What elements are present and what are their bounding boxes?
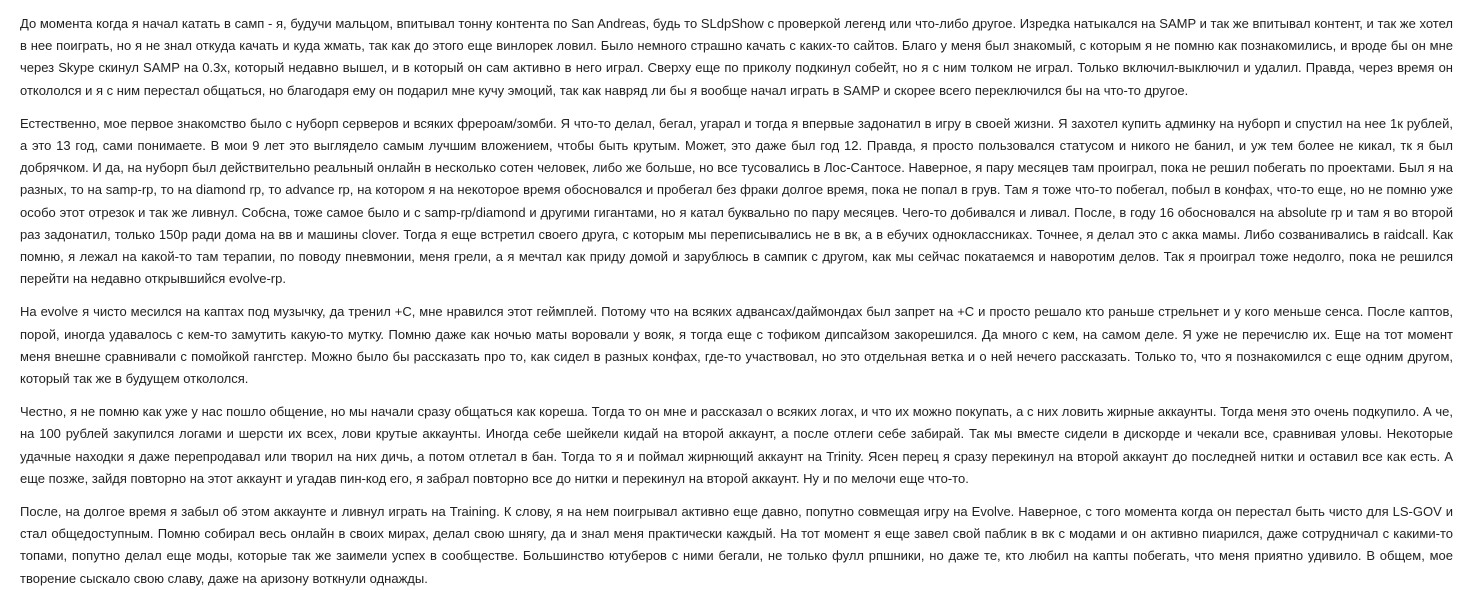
paragraph-evolve: На evolve я чисто месился на каптах под музычку, да тренил +С, мне нравился этот геймплей. Потому что на всяких адвансах/даймондах был запрет на +С и просто решало кто раньше стрельнет и у кого меньше сенса. После каптов, порой, иногда удавалось с кем-то замутить какую-то мутку. Помню даже как ночью маты воровали у вояк, я тогда еще с тофиком дипсайзом закорешился. Да много с кем, на самом деле. Я уже не перечислю их. Еще на тот момент меня внешне сравнивали с помойкой гангстер. Можно было бы рассказать про то, как сидел в разных конфах, где-то участвовал, но это отдельная ветка и о ней нечего рассказать. Только то, что я познакомился с еще одним другом, который так же в будущем откололся. — [20, 304, 1453, 387]
paragraph-first-servers: Естественно, мое первое знакомство было с нуборп серверов и всяких фрероам/зомби. Я что-то делал, бегал, угарал и тогда я впервые задонатил в игру в своей жизни. Я захотел купить админку на нуборп и спустил на нее 1к рублей, а это 13 год, сами понимаете. В мои 9 лет это выглядело самым лучшим вложением, чтобы быть крутым. Может, это даже был год 12. Правда, я просто пользовался статусом и никого не банил, и уж тем более не кикал, тк я был добрячком. И да, на нуборп был действительно реальный онлайн в несколько сотен человек, либо же больше, но все тусовались в Лос-Сантосе. Наверное, я пару месяцев там проиграл, пока не решил побегать по проектами. Был я на разных, то на samp-rp, то на diamond rp, то advance rp, на котором я на некоторое время обосновался и пробегал без фраки долгое время, пока не попал в грув. Там я тоже что-то побегал, побыл в конфах, что-то еще, но не помню уже особо этот отрезок и так же ливнул. Собсна, тоже самое было и с samp-rp/diamond и другими гигантами, но я катал буквально по пару месяцев. Чего-то добивался и ливал. После, в году 16 обосновался на absolute rp и там я во второй раз задонатил, только 150р ради дома на вв и машины clover. Тогда я еще встретил своего друга, с которым мы переписывались не в вк, а в ебучих одноклассниках. Точнее, я делал это с акка мамы. Либо созванивались в raidcall. Как помню, я лежал на какой-то там терапии, по поводу пневмонии, меня грели, а я мечтал как приду домой и зарублюсь в сампик с другом, как мы сейчас покатаемся и наворотим делов. Так я проиграл тоже недолго, пока не решился перейти на недавно открывшийся evolve-rp. — [20, 115, 1453, 287]
paragraph-training: После, на долгое время я забыл об этом аккаунте и ливнул играть на Training. К слову, я на нем поигрывал активно еще давно, попутно совмещая игру на Evolve. Наверное, с того момента когда он перестал быть чисто для LS-GOV и стал общедоступным. Помню собирал весь онлайн в своих мирах, делал свою шнягу, да и знал меня практически каждый. На тот момент я еще завел свой паблик в вк с модами и он активно пиарился, даже сотрудничал с какими-то топами, попутно делал еще моды, которые так же заимели успех в сообществе. Большинство ютуберов с ними бегали, не только фулл рпшники, но даже те, кто любил на капты побегать, что меня приятно удивило. В общем, мое творение сыскало свою славу, даже на аризону воткнули однажды. — [20, 504, 1453, 586]
paragraph-logs: Честно, я не помню как уже у нас пошло общение, но мы начали сразу общаться как кореша. Тогда то он мне и рассказал о всяких логах, и что их можно покупать, а с них ловить жирные аккаунты. Тогда меня это очень подкупило. А че, на 100 рублей закупился логами и шерсти их всех, лови крутые аккаунты. Иногда себе шейкели кидай на второй аккаунт, а после отлеги себе забирай. Так мы вместе сидели в дискорде и чекали все, сравнивая уловы. Некоторые удачные находки я даже перепродавал или творил на них дичь, а потом отлетал в бан. Тогда то я и поймал жирнющий аккаунт на Trinity. Ясен перец я сразу перекинул на второй аккаунт до последней нитки и оставил все как есть. А еще позже, зайдя повторно на этот аккаунт и угадав пин-код его, я забрал повторно все до нитки и перекинул на второй аккаунт. Ну и по мелочи еще что-то. — [20, 404, 1453, 486]
paragraph-sa-intro: До момента когда я начал катать в самп - я, будучи мальцом, впитывал тонну контента по San Andreas, будь то SLdpShow с проверкой легенд или что-либо другое. Изредка натыкался на SAMP и так же впитывал контент, и так же хотел в нее поиграть, но я не знал откуда качать и куда жмать, так как до этого еще винлорек ловил. Было немного страшно качать с каких-то сайтов. Благо у меня был знакомый, с которым я не помню как познакомились, и вроде бы он мне через Skype скинул SAMP на 0.3x, который недавно вышел, и в который он сам активно в него играл. Сверху еще по приколу подкинул собейт, но я с ним толком не играл. Только включил-выключил и удалил. Правда, через время он откололся и я с ним перестал общаться, но благодаря ему он подарил мне кучу эмоций, так как навряд ли бы я вообще начал играть в SAMP и скорее всего переключился бы на что-то другое. — [20, 16, 1453, 98]
